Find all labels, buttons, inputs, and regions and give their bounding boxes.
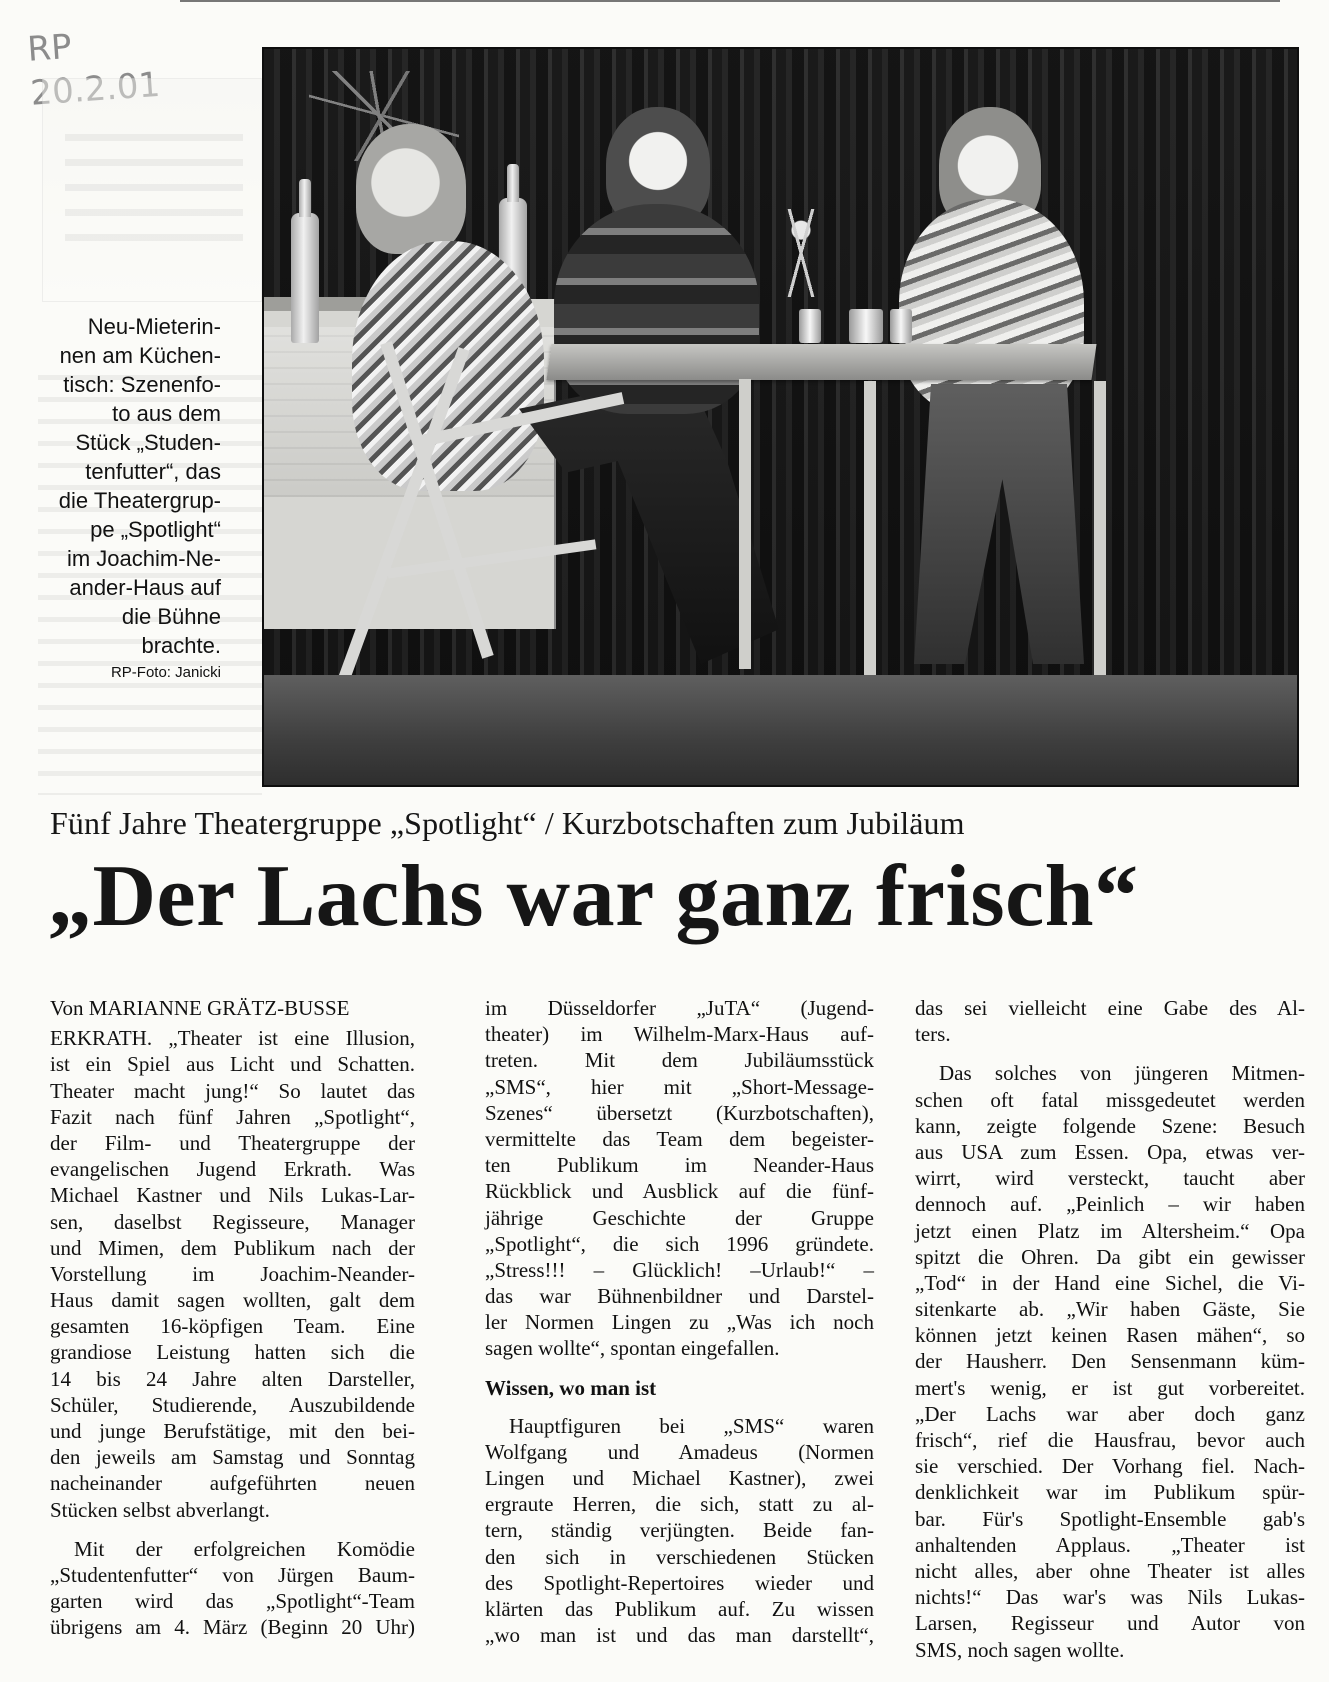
body-line: Das solches von jüngeren Mitmen- (939, 1061, 1305, 1086)
body-line: anhaltenden Applaus. „Theater ist (915, 1532, 1305, 1557)
article-subhead: Wissen, wo man ist (485, 1375, 657, 1400)
body-line: theater) im Wilhelm-Marx-Haus auf- (485, 1022, 874, 1047)
paragraph-gap (915, 1047, 1305, 1060)
body-line: Mit der erfolgreichen Komödie (74, 1536, 415, 1561)
faint-background-article (42, 78, 262, 302)
body-line: ist ein Spiel aus Licht und Schatten. (50, 1052, 415, 1077)
article-subheadline: Fünf Jahre Theatergruppe „Spotlight“ / Kurzbotschaften zum Jubiläum (50, 805, 965, 841)
body-line: dennoch auf. „Peinlich – wir haben (915, 1192, 1305, 1217)
body-line: 14 bis 24 Jahre alten Darsteller, (50, 1366, 415, 1391)
caption-line: tisch: Szenenfo- (63, 372, 221, 397)
caption-line: die Theatergrup- (58, 488, 221, 513)
body-line: Schüler, Studierende, Auszubildende (50, 1392, 415, 1417)
body-line: „wo man ist und das man darstellt“, (485, 1623, 874, 1648)
person-center-body (554, 204, 759, 414)
body-line: aus USA zum Essen. Opa, etwas ver- (915, 1139, 1305, 1164)
body-line: sagen wollte“, spontan eingefallen. (485, 1336, 780, 1361)
body-line: denklichkeit war im Publikum spür- (915, 1480, 1305, 1505)
body-line: können jetzt keinen Rasen mähen“, so (915, 1323, 1305, 1348)
stage-floor (264, 675, 1297, 785)
table-leg (1094, 381, 1106, 713)
body-line: „SMS“, hier mit „Short-Message- (485, 1074, 874, 1099)
body-line: der Hausherr. Den Sensenmann küm- (915, 1349, 1305, 1374)
body-line: spitzt die Ohren. Da gibt ein gewisser (915, 1244, 1305, 1269)
caption-line: nen am Küchen- (59, 343, 221, 368)
caption-line: im Joachim-Ne- (66, 546, 221, 571)
body-line: garten wird das „Spotlight“-Team (50, 1589, 415, 1614)
body-line: den sich in verschiedenen Stücken (485, 1544, 874, 1569)
body-line: Theater macht jung!“ So lautet das (50, 1078, 415, 1103)
body-line: treten. Mit dem Jubiläumsstück (485, 1048, 874, 1073)
body-line: klärten das Publikum auf. Zu wissen (485, 1596, 874, 1621)
person-left-body (352, 241, 544, 491)
body-line: Hauptfiguren bei „SMS“ waren (509, 1413, 874, 1438)
body-line: der Film- und Theatergruppe der (50, 1130, 415, 1155)
caption-line: to aus dem (112, 401, 221, 426)
body-line: „Der Lachs war aber doch ganz (915, 1401, 1305, 1426)
body-line: Fazit nach fünf Jahren „Spotlight“, (50, 1104, 415, 1129)
body-line: bar. Für's Spotlight-Ensemble gab's (915, 1506, 1305, 1531)
body-line: nichts!“ Das war's was Nils Lukas- (915, 1585, 1305, 1610)
body-line: ten Publikum im Neander-Haus (485, 1153, 874, 1178)
body-line: ergraute Herren, die sich, statt zu al- (485, 1492, 874, 1517)
body-line: nacheinander aufgeführten neuen (50, 1471, 415, 1496)
body-line: frisch“, rief die Hausfrau, bevor auch (915, 1428, 1305, 1452)
body-line: mert's wenig, er ist gut vorbereitet. (915, 1375, 1305, 1400)
body-line: Larsen, Regisseur und Autor von (915, 1611, 1305, 1636)
body-line: SMS, noch sagen wollte. (915, 1637, 1125, 1662)
body-line: Szenes“ übersetzt (Kurzbotschaften), (485, 1100, 874, 1125)
body-line: übrigens am 4. März (Beginn 20 Uhr) (50, 1615, 415, 1640)
body-line: Michael Kastner und Nils Lukas-Lar- (50, 1183, 415, 1208)
body-line: ler Normen Lingen zu „Was ich noch (485, 1310, 874, 1335)
body-line: Haus damit sagen wollten, galt dem (50, 1288, 415, 1313)
body-line: Lingen und Michael Kastner), zwei (485, 1466, 874, 1490)
body-line: ters. (915, 1022, 951, 1047)
caption-line: ander-Haus auf (69, 575, 221, 600)
body-line: „Studentenfutter“ von Jürgen Baum- (50, 1562, 415, 1587)
body-line: den jeweils am Samstag und Sonntag (50, 1445, 415, 1470)
body-line: Stücken selbst abverlangt. (50, 1497, 270, 1522)
body-line: grandiose Leistung hatten sich die (50, 1340, 415, 1365)
handwritten-note-line: 20.2.01 (29, 64, 162, 114)
photo-caption (35, 312, 221, 682)
body-line: schen oft fatal missgedeutet werden (915, 1087, 1305, 1112)
body-line: kann, zeigte folgende Szene: Besuch (915, 1113, 1305, 1138)
top-rule (180, 0, 1280, 2)
person-left-head (356, 124, 466, 254)
paragraph-gap (50, 1523, 415, 1536)
glass (890, 309, 912, 343)
body-line: evangelischen Jugend Erkrath. Was (50, 1157, 415, 1182)
glass (849, 309, 883, 343)
body-line: und junge Berufstätige, mit den bei- (50, 1419, 415, 1443)
body-line: „Stress!!! – Glücklich! –Urlaub!“ – (485, 1257, 874, 1282)
body-line: nicht alles, aber ohne Theater ist alles (915, 1558, 1305, 1583)
theater-photo (262, 47, 1299, 787)
body-line: ERKRATH. „Theater ist eine Illusion, (50, 1026, 415, 1051)
caption-line: brachte. (141, 633, 221, 658)
article-column-1 (50, 995, 415, 1641)
bottle-left (291, 213, 319, 343)
body-line: gesamten 16-köpfigen Team. Eine (50, 1314, 415, 1339)
table-flowers (772, 209, 830, 297)
body-line: tern, ständig verjüngten. Beide fan- (485, 1518, 874, 1543)
body-line: wirrt, wird versteckt, taucht aber (915, 1166, 1305, 1191)
article-headline: „Der Lachs war ganz frisch“ (48, 848, 1139, 945)
body-line: im Düsseldorfer „JuTA“ (Jugend- (485, 996, 874, 1020)
person-right-body (899, 199, 1084, 414)
body-line: vermittelte das Team dem begeister- (485, 1126, 874, 1151)
body-line: das war Bühnenbildner und Darstel- (485, 1284, 874, 1309)
body-line: das sei vielleicht eine Gabe des Al- (915, 996, 1305, 1020)
body-line: sitenkarte ab. „Wir haben Gäste, Sie (915, 1297, 1305, 1322)
article-column-3 (915, 995, 1305, 1663)
stage-table (546, 344, 1096, 380)
handwritten-note-line: RP (26, 26, 73, 70)
article-column-2 (485, 995, 874, 1648)
body-line: jetzt einen Platz im Altersheim.“ Opa (915, 1218, 1305, 1243)
person-right-legs (914, 384, 1084, 664)
article-byline: Von MARIANNE GRÄTZ-BUSSE (50, 996, 350, 1020)
body-line: und Mimen, dem Publikum nach der (50, 1235, 415, 1260)
caption-line: pe „Spotlight“ (90, 517, 221, 542)
body-line: des Spotlight-Repertoires wieder und (485, 1570, 874, 1595)
table-leg (739, 379, 751, 669)
body-line: Rückblick und Ausblick auf die fünf- (485, 1179, 874, 1204)
body-line: Wolfgang und Amadeus (Normen (485, 1439, 874, 1464)
photo-credit: RP-Foto: Janicki (110, 664, 221, 681)
caption-line: die Bühne (121, 604, 221, 629)
glass (799, 309, 821, 343)
caption-line: Stück „Studen- (75, 430, 221, 455)
body-line: „Spotlight“, die sich 1996 gründete. (485, 1231, 874, 1256)
body-line: sie verschied. Der Vorhang fiel. Nach- (915, 1454, 1305, 1479)
body-line: „Tod“ in der Hand eine Sichel, die Vi- (915, 1270, 1305, 1295)
caption-line: Neu-Mieterin- (87, 314, 221, 339)
caption-line: tenfutter“, das (85, 459, 221, 484)
body-line: sen, daselbst Regisseure, Manager (50, 1209, 415, 1234)
body-line: Vorstellung im Joachim-Neander- (50, 1261, 415, 1286)
body-line: jährige Geschichte der Gruppe (485, 1205, 874, 1230)
